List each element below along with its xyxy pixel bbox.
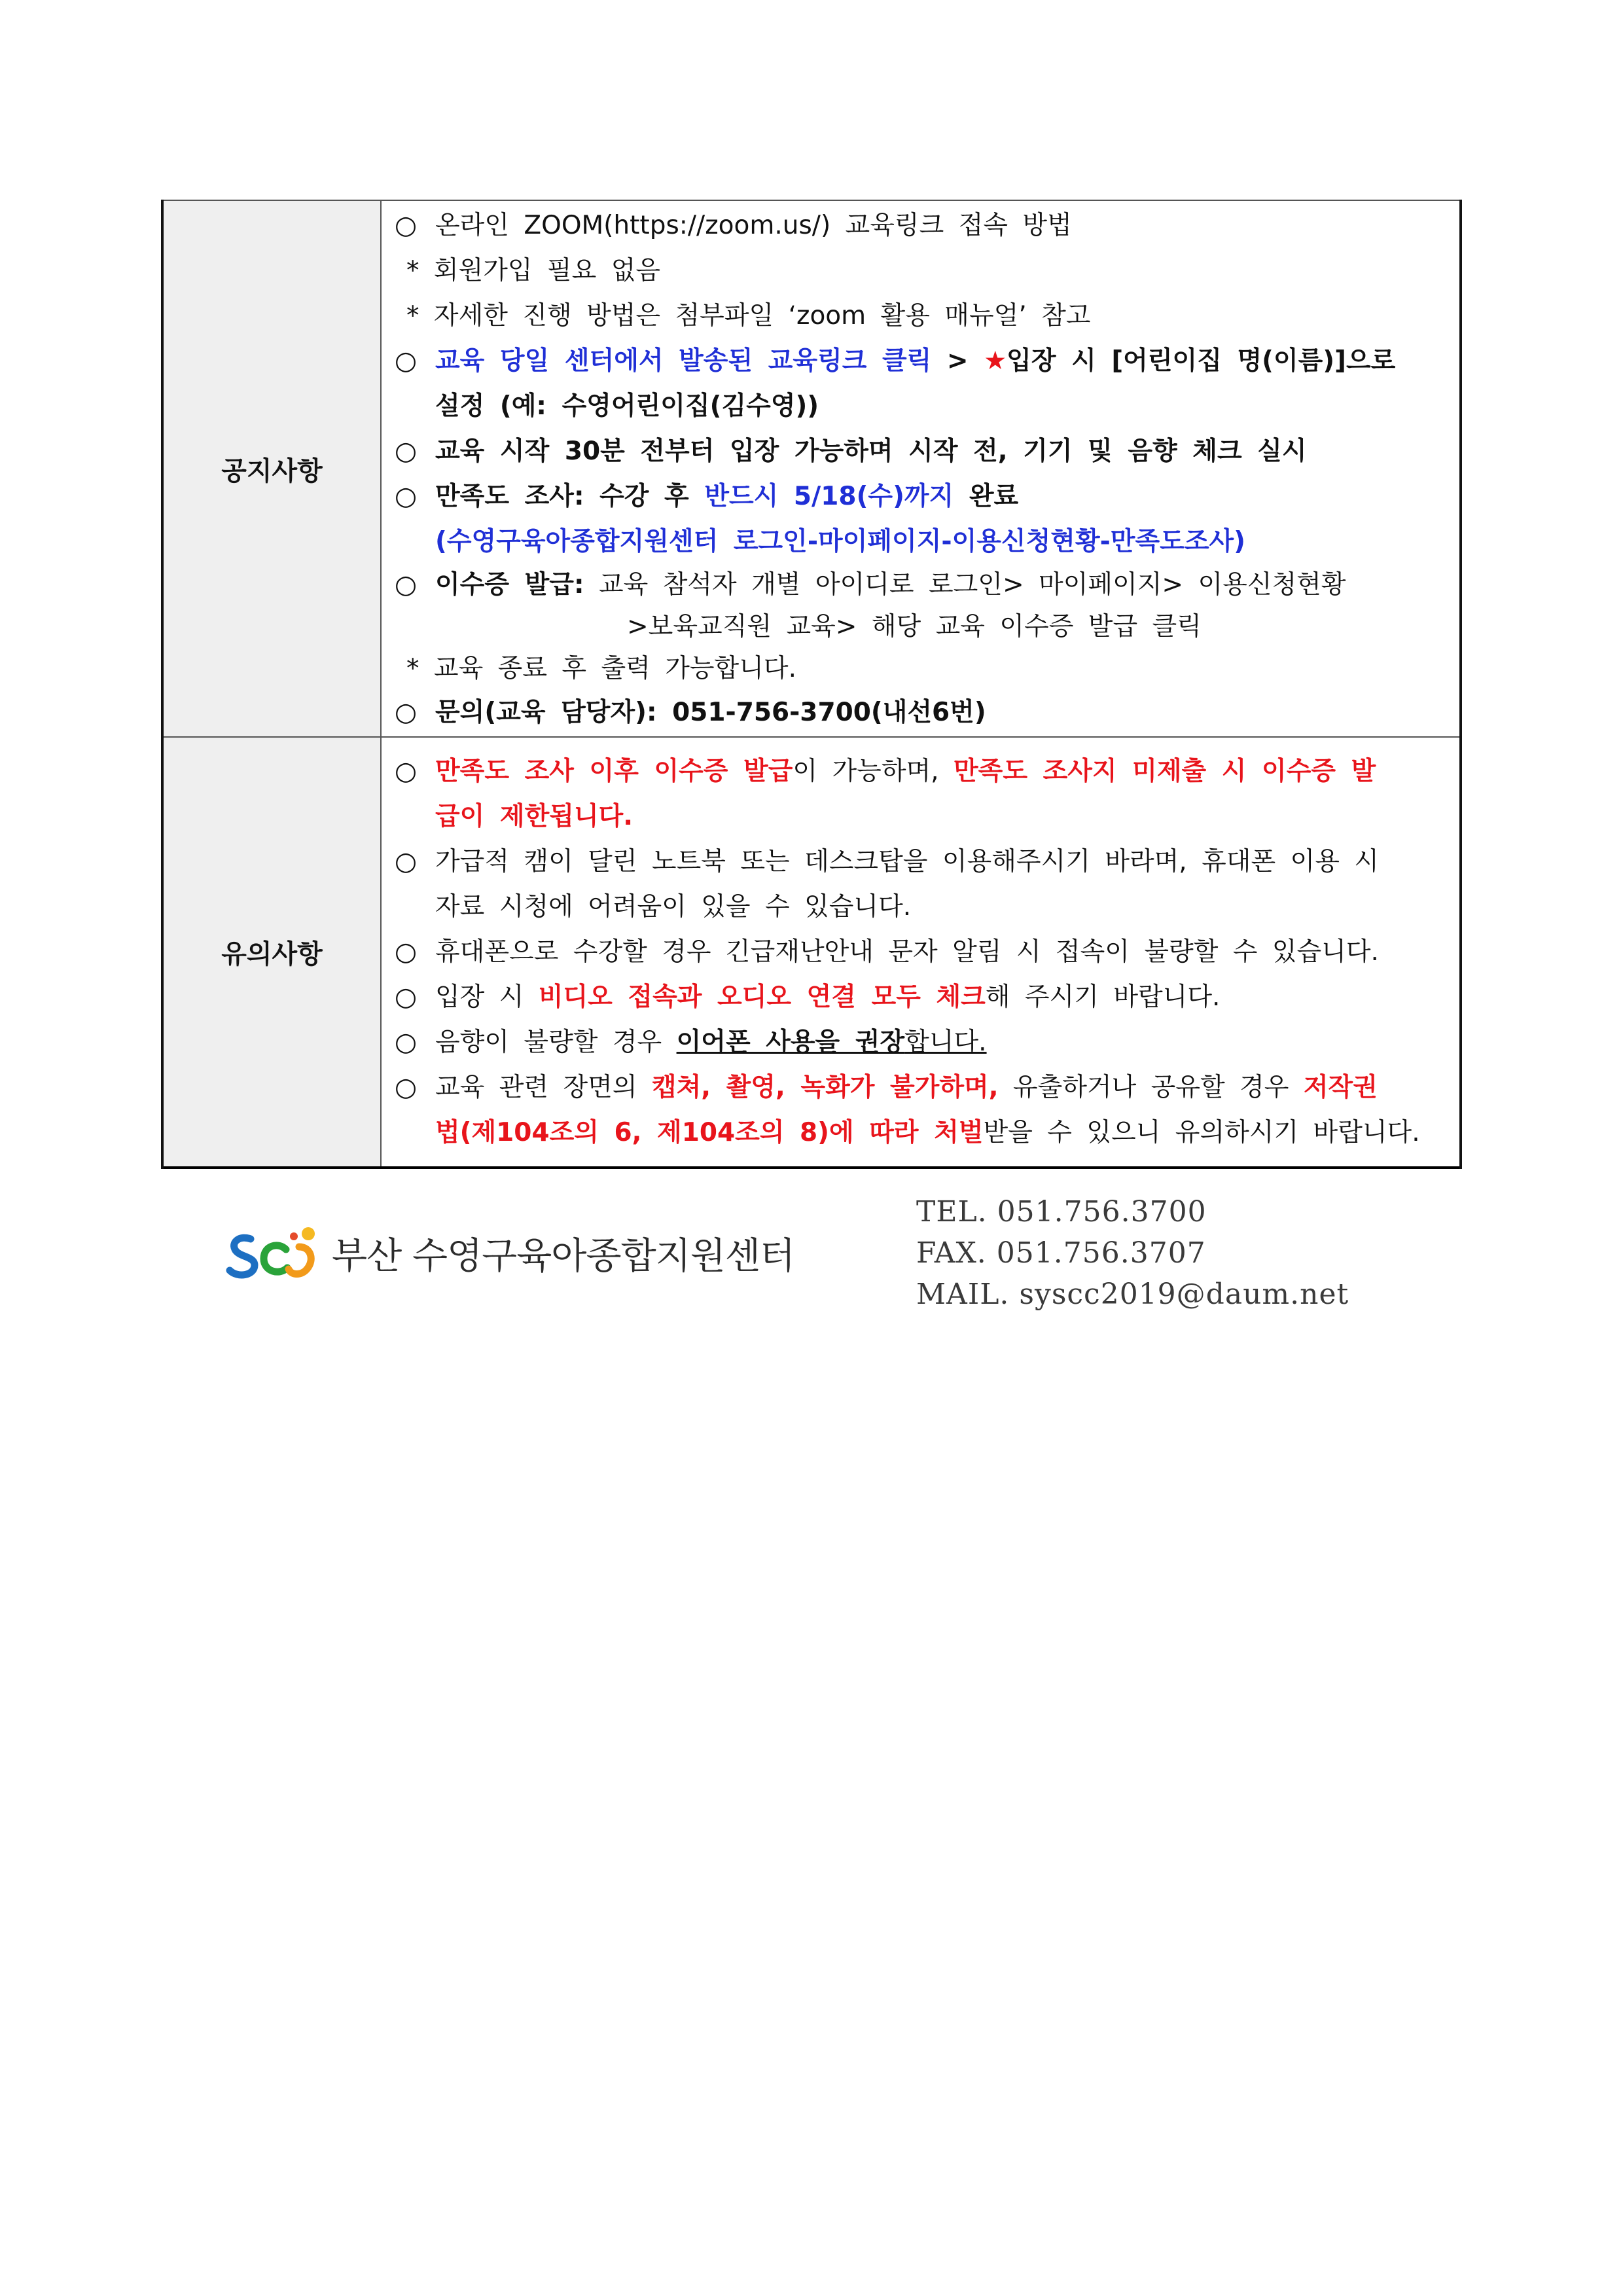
notice-line-manual: * 자세한 진행 방법은 첨부파일 ‘zoom 활용 매뉴얼’ 참고 bbox=[406, 300, 1091, 331]
bullet-icon: ○ bbox=[395, 1073, 418, 1102]
notice-row bbox=[162, 200, 1461, 737]
star-icon: ★ bbox=[984, 346, 1007, 376]
caution-label: 유의사항 bbox=[162, 737, 381, 1168]
notice-line-certificate-path: >보육교직원 교육> 해당 교육 이수증 발급 클릭 bbox=[627, 611, 1202, 641]
notice-line-entry-example: 설정 (예: 수영어린이집(김수영)) bbox=[435, 391, 819, 421]
bullet-icon: ○ bbox=[395, 210, 418, 240]
bullet-icon: ○ bbox=[395, 937, 418, 967]
caution-line-av-check: ○ 입장 시 비디오 접속과 오디오 연결 모두 체크해 주시기 바랍니다. bbox=[395, 975, 1446, 1020]
notice-line-certificate: ○ 이수증 발급: 교육 참석자 개별 아이디로 로그인> 마이페이지> 이용신청현황 bbox=[395, 564, 1446, 606]
caution-line-phone: ○ 휴대폰으로 수강할 경우 긴급재난안내 문자 알림 시 접속이 불량할 수 있습니다. bbox=[395, 929, 1446, 975]
caution-content bbox=[381, 737, 1461, 1168]
notice-line-zoom: ○ 온라인 ZOOM(https://zoom.us/) 교육링크 접속 방법 bbox=[395, 203, 1446, 248]
caution-line-survey-cont: 급이 제한됩니다. bbox=[435, 802, 633, 831]
notice-line-print: * 교육 종료 후 출력 가능합니다. bbox=[406, 653, 796, 683]
notice-line-start: ○ 교육 시작 30분 전부터 입장 가능하며 시작 전, 기기 및 음향 체크 실시 bbox=[395, 429, 1446, 474]
contact-block bbox=[916, 1191, 1349, 1315]
contact-mail[interactable]: MAIL. syscc2019@daum.net bbox=[916, 1278, 1349, 1311]
bullet-icon: ○ bbox=[395, 847, 418, 876]
org-logo bbox=[226, 1221, 794, 1286]
caution-row bbox=[162, 737, 1461, 1168]
contact-tel: TEL. 051.756.3700 bbox=[916, 1195, 1207, 1229]
bullet-icon: ○ bbox=[395, 1028, 418, 1057]
notice-line-entry: ○ 교육 당일 센터에서 발송된 교육링크 클릭 > ★입장 시 [어린이집 명(이름)]으로 bbox=[395, 338, 1446, 384]
bullet-icon: ○ bbox=[395, 982, 418, 1012]
notice-label: 공지사항 bbox=[162, 200, 381, 737]
bullet-icon: ○ bbox=[395, 346, 418, 376]
notice-line-survey: ○ 만족도 조사: 수강 후 반드시 5/18(수)까지 완료 bbox=[395, 474, 1446, 519]
bullet-icon: ○ bbox=[395, 757, 418, 786]
bullet-icon: ○ bbox=[395, 436, 418, 466]
notice-line-signup: * 회원가입 필요 없음 bbox=[406, 255, 661, 285]
contact-fax: FAX. 051.756.3707 bbox=[916, 1236, 1206, 1270]
notice-line-survey-path: (수영구육아종합지원센터 로그인-마이페이지-이용신청현황-만족도조사) bbox=[435, 526, 1246, 556]
caution-line-device-cont: 자료 시청에 어려움이 있을 수 있습니다. bbox=[435, 892, 912, 922]
bullet-icon: ○ bbox=[395, 569, 418, 600]
bullet-icon: ○ bbox=[395, 481, 418, 511]
caution-line-device: ○ 가급적 캠이 달린 노트북 또는 데스크탑을 이용해주시기 바라며, 휴대폰 이용 시 bbox=[395, 839, 1446, 884]
bullet-icon: ○ bbox=[395, 697, 418, 727]
scc-logo-icon bbox=[226, 1221, 321, 1286]
caution-line-copyright: ○ 교육 관련 장면의 캡쳐, 촬영, 녹화가 불가하며, 유출하거나 공유할 경우 저작권 bbox=[395, 1065, 1446, 1110]
caution-line-earphone: ○ 음향이 불량할 경우 이어폰 사용을 권장합니다. bbox=[395, 1020, 1446, 1065]
caution-line-survey: ○ 만족도 조사 이후 이수증 발급이 가능하며, 만족도 조사지 미제출 시 이수증 발 bbox=[395, 749, 1446, 794]
notice-line-contact: ○ 문의(교육 담당자): 051-756-3700(내선6번) bbox=[395, 690, 1446, 735]
info-table bbox=[161, 200, 1462, 1169]
caution-line-copyright-cont: 법(제104조의 6, 제104조의 8)에 따라 처벌받을 수 있으니 유의하시기 바랍니다. bbox=[435, 1118, 1420, 1147]
notice-content bbox=[381, 200, 1461, 737]
org-name: 부산 수영구육아종합지원센터 bbox=[332, 1235, 795, 1278]
